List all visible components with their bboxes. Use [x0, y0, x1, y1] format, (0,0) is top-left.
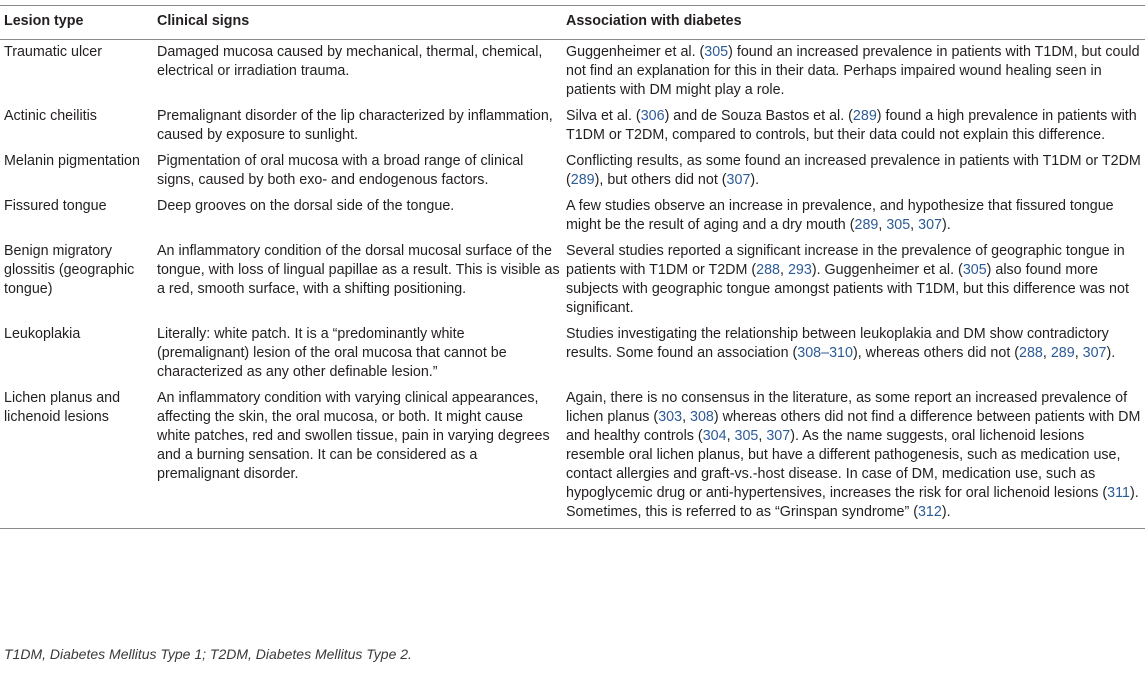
reference-link[interactable]: 305 — [886, 217, 911, 233]
association-text: ). — [750, 172, 760, 188]
reference-link[interactable]: 307 — [918, 217, 942, 233]
cell-clinical-signs: Literally: white patch. It is a “predominantly white (premalignant) lesion of the oral mucosa that cannot be characterized as any other definable lesion.” — [157, 326, 507, 380]
reference-link[interactable]: 307 — [766, 428, 791, 444]
association-text: ) found an increased prevalence in patients with T1DM, but could not find an explanation for this in their data. Perhaps impaired wound healing seen in patients with DM might play a role. — [566, 44, 1140, 98]
table-footnote: T1DM, Diabetes Mellitus Type 1; T2DM, Diabetes Mellitus Type 2. — [4, 646, 412, 662]
association-text: ). — [1106, 345, 1116, 361]
cell-clinical-signs: An inflammatory condition of the dorsal mucosal surface of the tongue, with loss of lingual papillae as a result. This is visible as a red, smooth surface, with a shifting positioning. — [157, 243, 560, 297]
reference-link[interactable]: 308–310 — [797, 345, 853, 361]
reference-link[interactable]: 305 — [704, 44, 729, 60]
reference-link[interactable]: 289 — [1050, 345, 1075, 361]
association-text: , — [758, 428, 767, 444]
cell-association — [564, 322, 1145, 386]
association-text: ) also found more subjects with geographic tongue amongst patients with T1DM, but this difference was not significant. — [566, 262, 1129, 316]
cell-association — [564, 104, 1145, 149]
reference-link[interactable]: 305 — [962, 262, 987, 278]
table-row — [0, 149, 1145, 194]
table-row — [0, 40, 1145, 105]
header-association: Association with diabetes — [564, 6, 1145, 40]
reference-link[interactable]: 293 — [787, 262, 812, 278]
association-text: A few studies observe an increase in prevalence, and hypothesize that fissured tongue might be the result of aging and a dry mouth ( — [566, 198, 1114, 233]
cell-lesion-type: Traumatic ulcer — [4, 44, 102, 60]
cell-association — [564, 386, 1145, 529]
association-text: ), but others did not ( — [594, 172, 727, 188]
cell-clinical-signs: Damaged mucosa caused by mechanical, thermal, chemical, electrical or irradiation trauma. — [157, 44, 543, 79]
table-row — [0, 239, 1145, 322]
cell-association — [564, 40, 1145, 105]
reference-link[interactable]: 307 — [1082, 345, 1107, 361]
association-text: Again, there is no consensus in the literature, as some report an increased prevalence of lichen planus ( — [566, 390, 1128, 425]
association-text: ). — [941, 217, 951, 233]
association-text: , — [726, 428, 735, 444]
reference-link[interactable]: 306 — [640, 108, 665, 124]
association-text: ). — [941, 504, 951, 520]
association-text: , — [1042, 345, 1051, 361]
cell-association — [564, 239, 1145, 322]
table-body — [0, 40, 1145, 529]
reference-link[interactable]: 312 — [917, 504, 942, 520]
cell-lesion-type: Lichen planus and lichenoid lesions — [0, 386, 155, 529]
association-text: ), whereas others did not ( — [852, 345, 1020, 361]
cell-association — [564, 194, 1145, 239]
association-text: Guggenheimer et al. ( — [566, 44, 705, 60]
association-text: Studies investigating the relationship between leukoplakia and DM show contradictory results. Some found an association ( — [566, 326, 1109, 361]
association-text: , — [910, 217, 919, 233]
reference-link[interactable]: 289 — [570, 172, 595, 188]
cell-lesion-type: Benign migratory glossitis (geographic tongue) — [4, 243, 135, 297]
table-row — [0, 386, 1145, 529]
reference-link[interactable]: 311 — [1107, 485, 1130, 501]
association-text: ). Sometimes, this is referred to as “Grinspan syndrome” ( — [566, 485, 1139, 520]
association-text: ). As the name suggests, oral lichenoid lesions resemble oral lichen planus, but have a different pathogenesis, such as medication use, contact allergies and graft-vs.-host disease. In case of DM, medication use, such as hypoglycemic drug or anti-hypertensives, increases the risk for oral lichenoid lesions ( — [566, 428, 1121, 501]
cell-lesion-type: Leukoplakia — [4, 326, 81, 342]
reference-link[interactable]: 289 — [854, 217, 879, 233]
association-text: , — [1074, 345, 1083, 361]
cell-lesion-type: Actinic cheilitis — [4, 108, 97, 124]
table-header-row — [0, 6, 1145, 40]
header-lesion-type: Lesion type — [0, 6, 155, 40]
cell-lesion-type: Fissured tongue — [4, 198, 107, 214]
reference-link[interactable]: 305 — [734, 428, 759, 444]
reference-link[interactable]: 307 — [726, 172, 751, 188]
table-row — [0, 322, 1145, 386]
association-text: , — [780, 262, 788, 278]
association-text: ) whereas others did not find a difference between patients with DM and healthy controls ( — [566, 409, 1141, 444]
association-text: , — [878, 217, 887, 233]
header-clinical-signs: Clinical signs — [155, 6, 564, 40]
cell-association — [564, 149, 1145, 194]
cell-clinical-signs: Pigmentation of oral mucosa with a broad range of clinical signs, caused by both exo- and endogenous factors. — [157, 153, 524, 188]
association-text: Silva et al. ( — [566, 108, 641, 124]
cell-clinical-signs: An inflammatory condition with varying clinical appearances, affecting the skin, the oral mucosa, or both. It might cause white patches, red and swollen tissue, pain in varying degrees and a burning sensation. It can be considered as a premalignant disorder. — [155, 386, 564, 529]
association-text: Conflicting results, as some found an increased prevalence in patients with T1DM or T2DM ( — [566, 153, 1141, 188]
reference-link[interactable]: 289 — [852, 108, 877, 124]
association-text: , — [682, 409, 691, 425]
association-text: Several studies reported a significant increase in the prevalence of geographic tongue in patients with T1DM or T2DM ( — [566, 243, 1125, 278]
reference-link[interactable]: 303 — [658, 409, 683, 425]
association-text: ) found a high prevalence in patients with T1DM or T2DM, compared to controls, but their data could not explain this difference. — [566, 108, 1137, 143]
table-row — [0, 104, 1145, 149]
cell-lesion-type: Melanin pigmentation — [4, 153, 140, 169]
table-row — [0, 194, 1145, 239]
association-text: ). Guggenheimer et al. ( — [811, 262, 963, 278]
reference-link[interactable]: 304 — [702, 428, 727, 444]
reference-link[interactable]: 288 — [1019, 345, 1043, 361]
association-text: ) and de Souza Bastos et al. ( — [664, 108, 853, 124]
lesion-table — [0, 5, 1145, 529]
reference-link[interactable]: 288 — [756, 262, 781, 278]
cell-clinical-signs: Premalignant disorder of the lip characterized by inflammation, caused by exposure to sunlight. — [157, 108, 553, 143]
cell-clinical-signs: Deep grooves on the dorsal side of the tongue. — [157, 198, 455, 214]
reference-link[interactable]: 308 — [690, 409, 714, 425]
